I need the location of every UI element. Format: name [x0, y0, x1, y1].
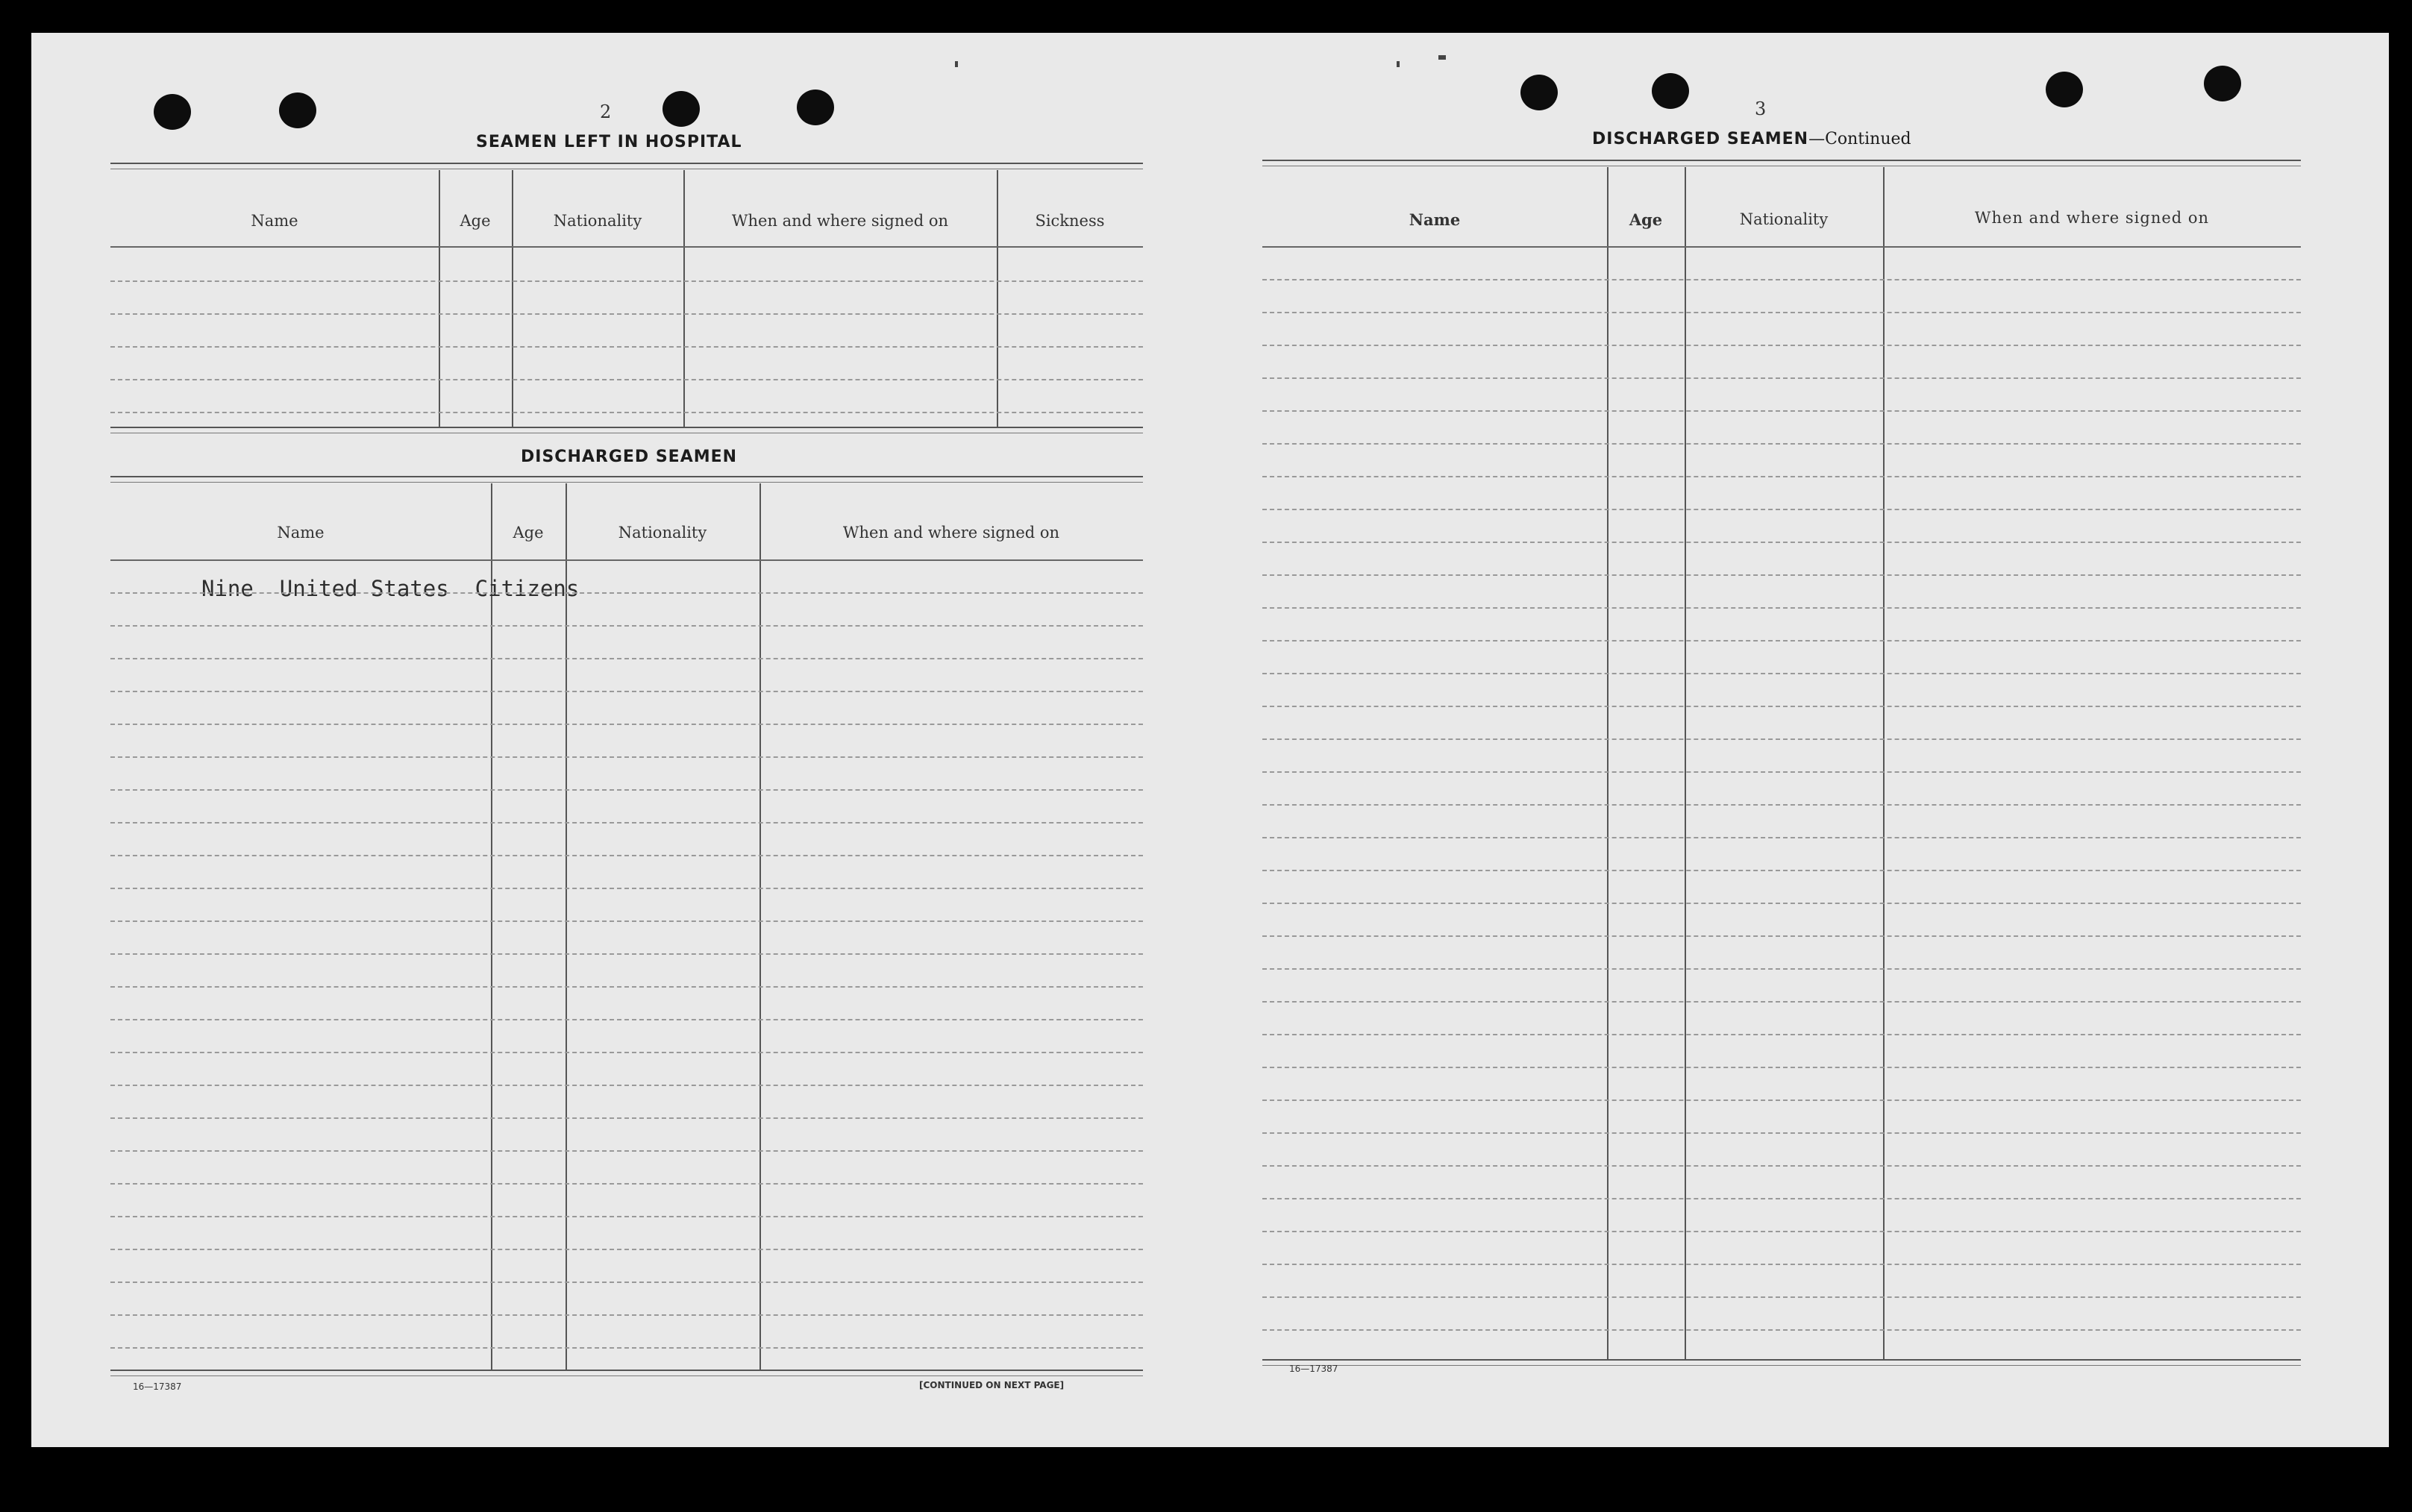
page-number: 2 [600, 101, 612, 122]
continued-note: [CONTINUED ON NEXT PAGE] [919, 1380, 1065, 1390]
hospital-section-title: SEAMEN LEFT IN HOSPITAL [476, 133, 742, 151]
column-header-age: Age [513, 524, 544, 542]
column-header-when-where: When and where signed on [1974, 209, 2210, 227]
column-header-sickness: Sickness [1035, 212, 1105, 230]
form-number: 16—17387 [133, 1381, 182, 1392]
title-sub: —Continued [1808, 130, 1911, 148]
discharged-table [110, 476, 1143, 1408]
punch-hole [154, 94, 191, 130]
column-header-name: Name [277, 524, 325, 542]
punch-hole [1652, 73, 1689, 109]
column-header-age: Age [1629, 210, 1663, 229]
column-header-nationality: Nationality [553, 212, 642, 230]
discharged-section-title: DISCHARGED SEAMEN [521, 448, 738, 466]
title-main: DISCHARGED SEAMEN [1592, 130, 1809, 148]
punch-hole [2204, 66, 2241, 101]
discharged-continued-title [1592, 130, 1911, 148]
punch-hole [662, 91, 700, 127]
page-number: 3 [1755, 98, 1767, 119]
punch-hole [279, 92, 316, 128]
column-header-age: Age [460, 212, 491, 230]
typed-entry: Nine United States Citizens [201, 576, 580, 601]
hospital-table [110, 163, 1143, 458]
column-header-when-where: When and where signed on [842, 524, 1060, 542]
column-header-nationality: Nationality [1739, 210, 1829, 228]
discharged-continued-table [1262, 160, 2301, 1390]
ink-speck [1397, 61, 1400, 67]
column-header-name: Name [251, 212, 298, 230]
punch-hole [797, 90, 834, 125]
ink-speck [955, 61, 958, 67]
document-sheet [31, 33, 2389, 1447]
column-header-when-where: When and where signed on [731, 212, 949, 230]
punch-hole [1520, 75, 1558, 110]
ink-speck [1438, 55, 1446, 60]
punch-hole [2046, 72, 2083, 107]
column-header-nationality: Nationality [618, 524, 707, 542]
column-header-name: Name [1409, 210, 1461, 229]
form-number: 16—17387 [1289, 1364, 1338, 1374]
